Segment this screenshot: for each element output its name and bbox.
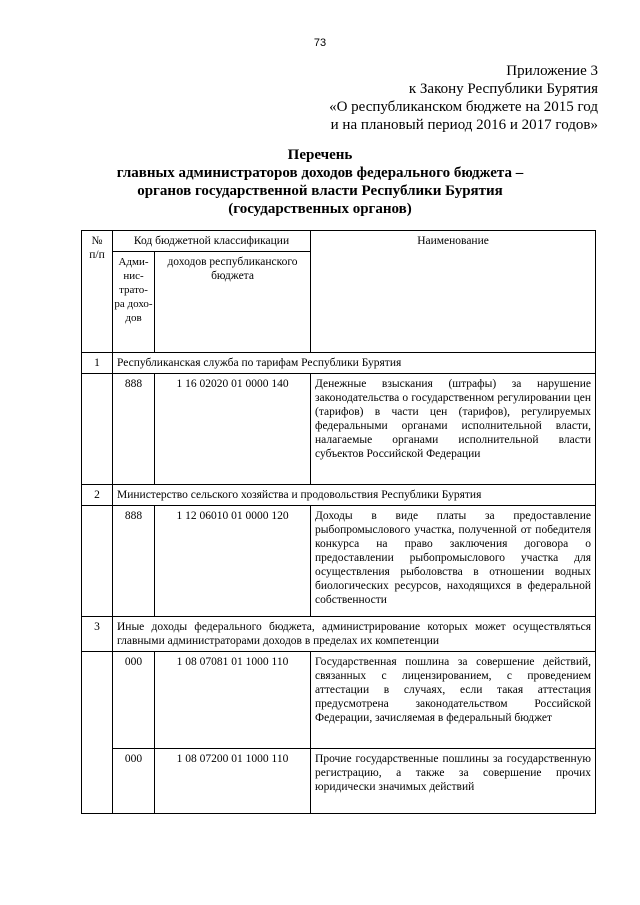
group-number: 3 xyxy=(82,617,113,652)
group-row xyxy=(82,353,596,374)
table-row xyxy=(82,652,596,749)
appendix-line: Приложение 3 xyxy=(506,63,598,79)
group-title: Министерство сельского хозяйства и продовольствия Республики Бурятия xyxy=(113,485,596,506)
group-number: 2 xyxy=(82,485,113,506)
revenue-name: Прочие государственные пошлины за государственную регистрацию, а также за совершение прочих юридически значимых действий xyxy=(311,749,596,814)
appendix-line: и на плановый период 2016 и 2017 годов» xyxy=(330,117,598,133)
group-title: Иные доходы федерального бюджета, администрирование которых может осуществляться главными администраторами доходов в пределах их компетенции xyxy=(113,617,596,652)
appendix-line: к Закону Республики Бурятия xyxy=(408,81,598,97)
appendix-line: «О республиканском бюджете на 2015 год xyxy=(329,99,598,115)
group-row xyxy=(82,617,596,652)
empty-cell xyxy=(82,652,113,814)
revenue-name: Денежные взыскания (штрафы) за нарушение законодательства о государственном регулировании цен (тарифов) в части цен (тарифов), регулируемых федеральными органами исполнительной власти, налагаемые органами исполнительной власти субъектов Российской Федерации xyxy=(311,374,596,485)
group-number: 1 xyxy=(82,353,113,374)
header-administrator: Адми-нис-трато-ра дохо-дов xyxy=(113,252,155,353)
administrators-table xyxy=(81,230,596,814)
table-row xyxy=(82,374,596,485)
header-number: № п/п xyxy=(82,231,113,353)
group-title: Республиканская служба по тарифам Республики Бурятия xyxy=(113,353,596,374)
title-line: (государственных органов) xyxy=(228,201,412,217)
appendix-header xyxy=(329,62,598,134)
admin-code: 000 xyxy=(113,652,155,749)
header-budget-code: Код бюджетной классификации xyxy=(113,231,311,252)
table-header-row xyxy=(82,231,596,252)
page-number: 73 xyxy=(313,37,327,49)
table-row xyxy=(82,749,596,814)
revenue-name: Государственная пошлина за совершение действий, связанных с лицензированием, с проведением аттестации в случаях, если такая аттестация предусмотрена законодательством Российской Федерации, зачисляемая в федеральный бюджет xyxy=(311,652,596,749)
table-row xyxy=(82,506,596,617)
empty-cell xyxy=(82,506,113,617)
budget-code: 1 08 07200 01 1000 110 xyxy=(155,749,311,814)
budget-code: 1 12 06010 01 0000 120 xyxy=(155,506,311,617)
title-line: органов государственной власти Республики Бурятия xyxy=(137,183,503,199)
title-line: главных администраторов доходов федерального бюджета – xyxy=(116,165,524,181)
admin-code: 000 xyxy=(113,749,155,814)
group-row xyxy=(82,485,596,506)
revenue-name: Доходы в виде платы за предоставление рыбопромыслового участка, полученной от победителя конкурса на право заключения договора о предоставлении рыбопромыслового участка для осуществления рыболовства в отношении водных биологических ресурсов, находящихся в федеральной собственности xyxy=(311,506,596,617)
document-title xyxy=(0,146,640,218)
header-republic-revenue: доходов республиканского бюджета xyxy=(155,252,311,353)
header-name: Наименование xyxy=(311,231,596,353)
title-line: Перечень xyxy=(287,147,353,163)
admin-code: 888 xyxy=(113,506,155,617)
budget-code: 1 16 02020 01 0000 140 xyxy=(155,374,311,485)
empty-cell xyxy=(82,374,113,485)
budget-code: 1 08 07081 01 1000 110 xyxy=(155,652,311,749)
admin-code: 888 xyxy=(113,374,155,485)
